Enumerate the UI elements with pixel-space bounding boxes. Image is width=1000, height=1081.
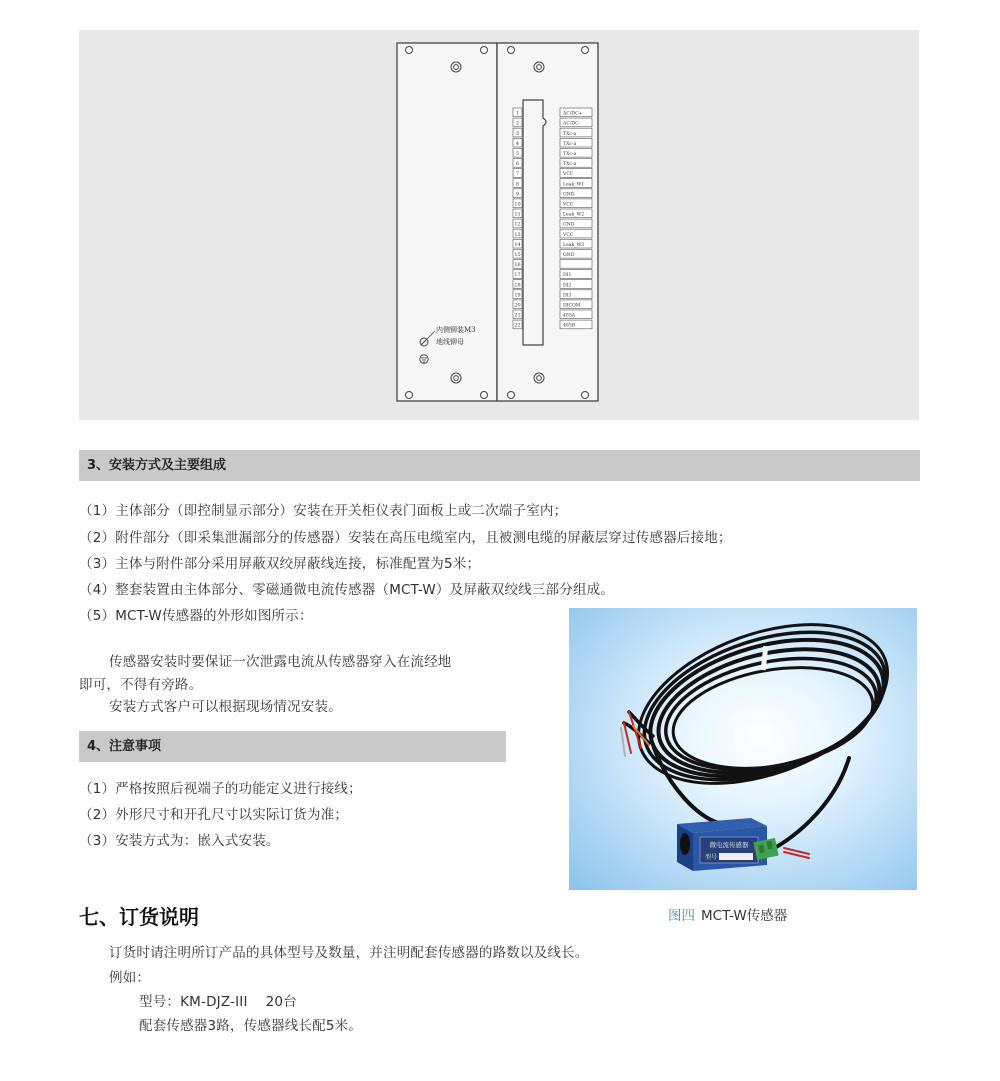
terminal-label: VCC — [563, 202, 574, 208]
sensor-body — [677, 818, 767, 871]
terminal-label: TXc-a — [563, 141, 577, 147]
terminal-number: 8 — [515, 181, 520, 188]
terminal-number: 2 — [515, 120, 520, 127]
terminal-label: GND — [563, 192, 575, 198]
caption-text: MCT-W传感器 — [701, 908, 788, 924]
terminal-number: 22 — [514, 322, 521, 329]
order-line-1: 订货时请注明所订产品的具体型号及数量，并注明配套传感器的路数以及线长。 — [109, 945, 589, 961]
terminal-number: 13 — [514, 231, 521, 238]
cable-coil — [617, 608, 909, 853]
sec4-item-1: （1）严格按照后视端子的功能定义进行接线； — [79, 781, 362, 797]
section-3-header: 3、安装方式及主要组成 — [79, 450, 920, 481]
sec3-para1-line1: 传感器安装时要保证一次泄露电流从传感器穿入在流经地 — [109, 654, 452, 670]
sensor-illustration — [569, 608, 917, 890]
terminal-label: 485A — [563, 313, 576, 319]
terminal-number: 7 — [515, 171, 520, 178]
terminal-label: GND — [563, 222, 575, 228]
terminal-number: 18 — [514, 282, 521, 289]
terminal-number: 14 — [514, 241, 521, 248]
sec3-para1-line2: 即可，不得有旁路。 — [79, 677, 203, 693]
ground-note-line1: 内侧铆装M3 — [436, 326, 476, 334]
terminal-number: 11 — [514, 211, 521, 218]
rear-panel-drawing — [79, 30, 919, 420]
order-sensor-config: 配套传感器3路，传感器线长配5米。 — [139, 1018, 363, 1034]
terminal-label: AC/DC+ — [563, 111, 583, 117]
sensor-photo — [569, 608, 917, 890]
terminal-number: 9 — [515, 191, 520, 198]
photo-caption — [668, 904, 787, 924]
terminal-number: 10 — [514, 201, 521, 208]
sensor-model: 型号 — [705, 854, 718, 861]
sec3-para2: 安装方式客户可以根据现场情况安装。 — [109, 699, 342, 715]
terminal-label: VCC — [563, 172, 574, 178]
terminal-label: Leak_W1 — [563, 182, 585, 188]
terminal-number: 6 — [515, 161, 520, 168]
terminal-number: 20 — [514, 302, 521, 309]
sensor-label: 微电流传感器 — [709, 841, 749, 849]
sec3-item-5: （5）MCT-W传感器的外形如图所示： — [79, 608, 313, 624]
terminal-label: VCC — [563, 232, 574, 238]
sec3-item-3: （3）主体与附件部分采用屏蔽双绞屏蔽线连接，标准配置为5米； — [79, 556, 481, 572]
terminal-number: 4 — [515, 140, 520, 147]
caption-figure-number: 图四 — [668, 908, 695, 924]
terminal-number: 17 — [514, 272, 521, 279]
rear-panel-diagram — [79, 30, 919, 420]
left-plate — [397, 43, 497, 401]
terminal-label: 485B — [563, 323, 576, 329]
terminal-label: TXc-a — [563, 131, 577, 137]
sec3-item-4: （4）整套装置由主体部分、零磁通微电流传感器（MCT-W）及屏蔽双绞线三部分组成。 — [79, 582, 615, 598]
sec4-item-2: （2）外形尺寸和开孔尺寸以实际订货为准； — [79, 807, 349, 823]
order-example-label: 例如： — [109, 970, 151, 986]
sec3-item-1: （1）主体部分（即控制显示部分）安装在开关柜仪表门面板上或二次端子室内； — [79, 503, 568, 519]
sec4-item-3: （3）安装方式为：嵌入式安装。 — [79, 833, 280, 849]
terminal-label: TXc-a — [563, 162, 577, 168]
terminal-label: GND — [563, 253, 575, 258]
terminal-label: DI2 — [563, 283, 572, 289]
terminal-label: Leak_W2 — [563, 212, 585, 218]
terminal-number: 5 — [515, 151, 520, 157]
cable-tie — [761, 646, 768, 670]
terminal-number: 19 — [514, 292, 521, 299]
terminal-number: 3 — [515, 130, 520, 137]
sec3-item-2: （2）附件部分（即采集泄漏部分的传感器）安装在高压电缆室内，且被测电缆的屏蔽层穿过传感器后接地； — [79, 530, 732, 546]
terminal-number: 21 — [514, 312, 521, 319]
terminal-label: AC/DC- — [563, 121, 581, 127]
terminal-label: TXc-a — [563, 152, 577, 157]
terminal-number: 12 — [514, 221, 521, 228]
terminal-label: DICOM — [563, 303, 581, 309]
terminal-label: DI3 — [563, 293, 572, 299]
wire-terminals-right — [784, 848, 809, 858]
section-4-header: 4、注意事项 — [79, 731, 506, 762]
terminal-label: DI1 — [563, 273, 572, 279]
ground-note-line2: 地线铆母 — [436, 338, 464, 346]
terminal-number: 16 — [514, 262, 521, 269]
terminal-number: 1 — [515, 110, 520, 117]
terminal-label: Leak_W3 — [563, 242, 585, 248]
terminal-number: 15 — [514, 252, 521, 258]
order-model: 型号：KM-DJZ-III 20台 — [139, 994, 297, 1010]
order-section-title: 七、订货说明 — [79, 905, 199, 929]
